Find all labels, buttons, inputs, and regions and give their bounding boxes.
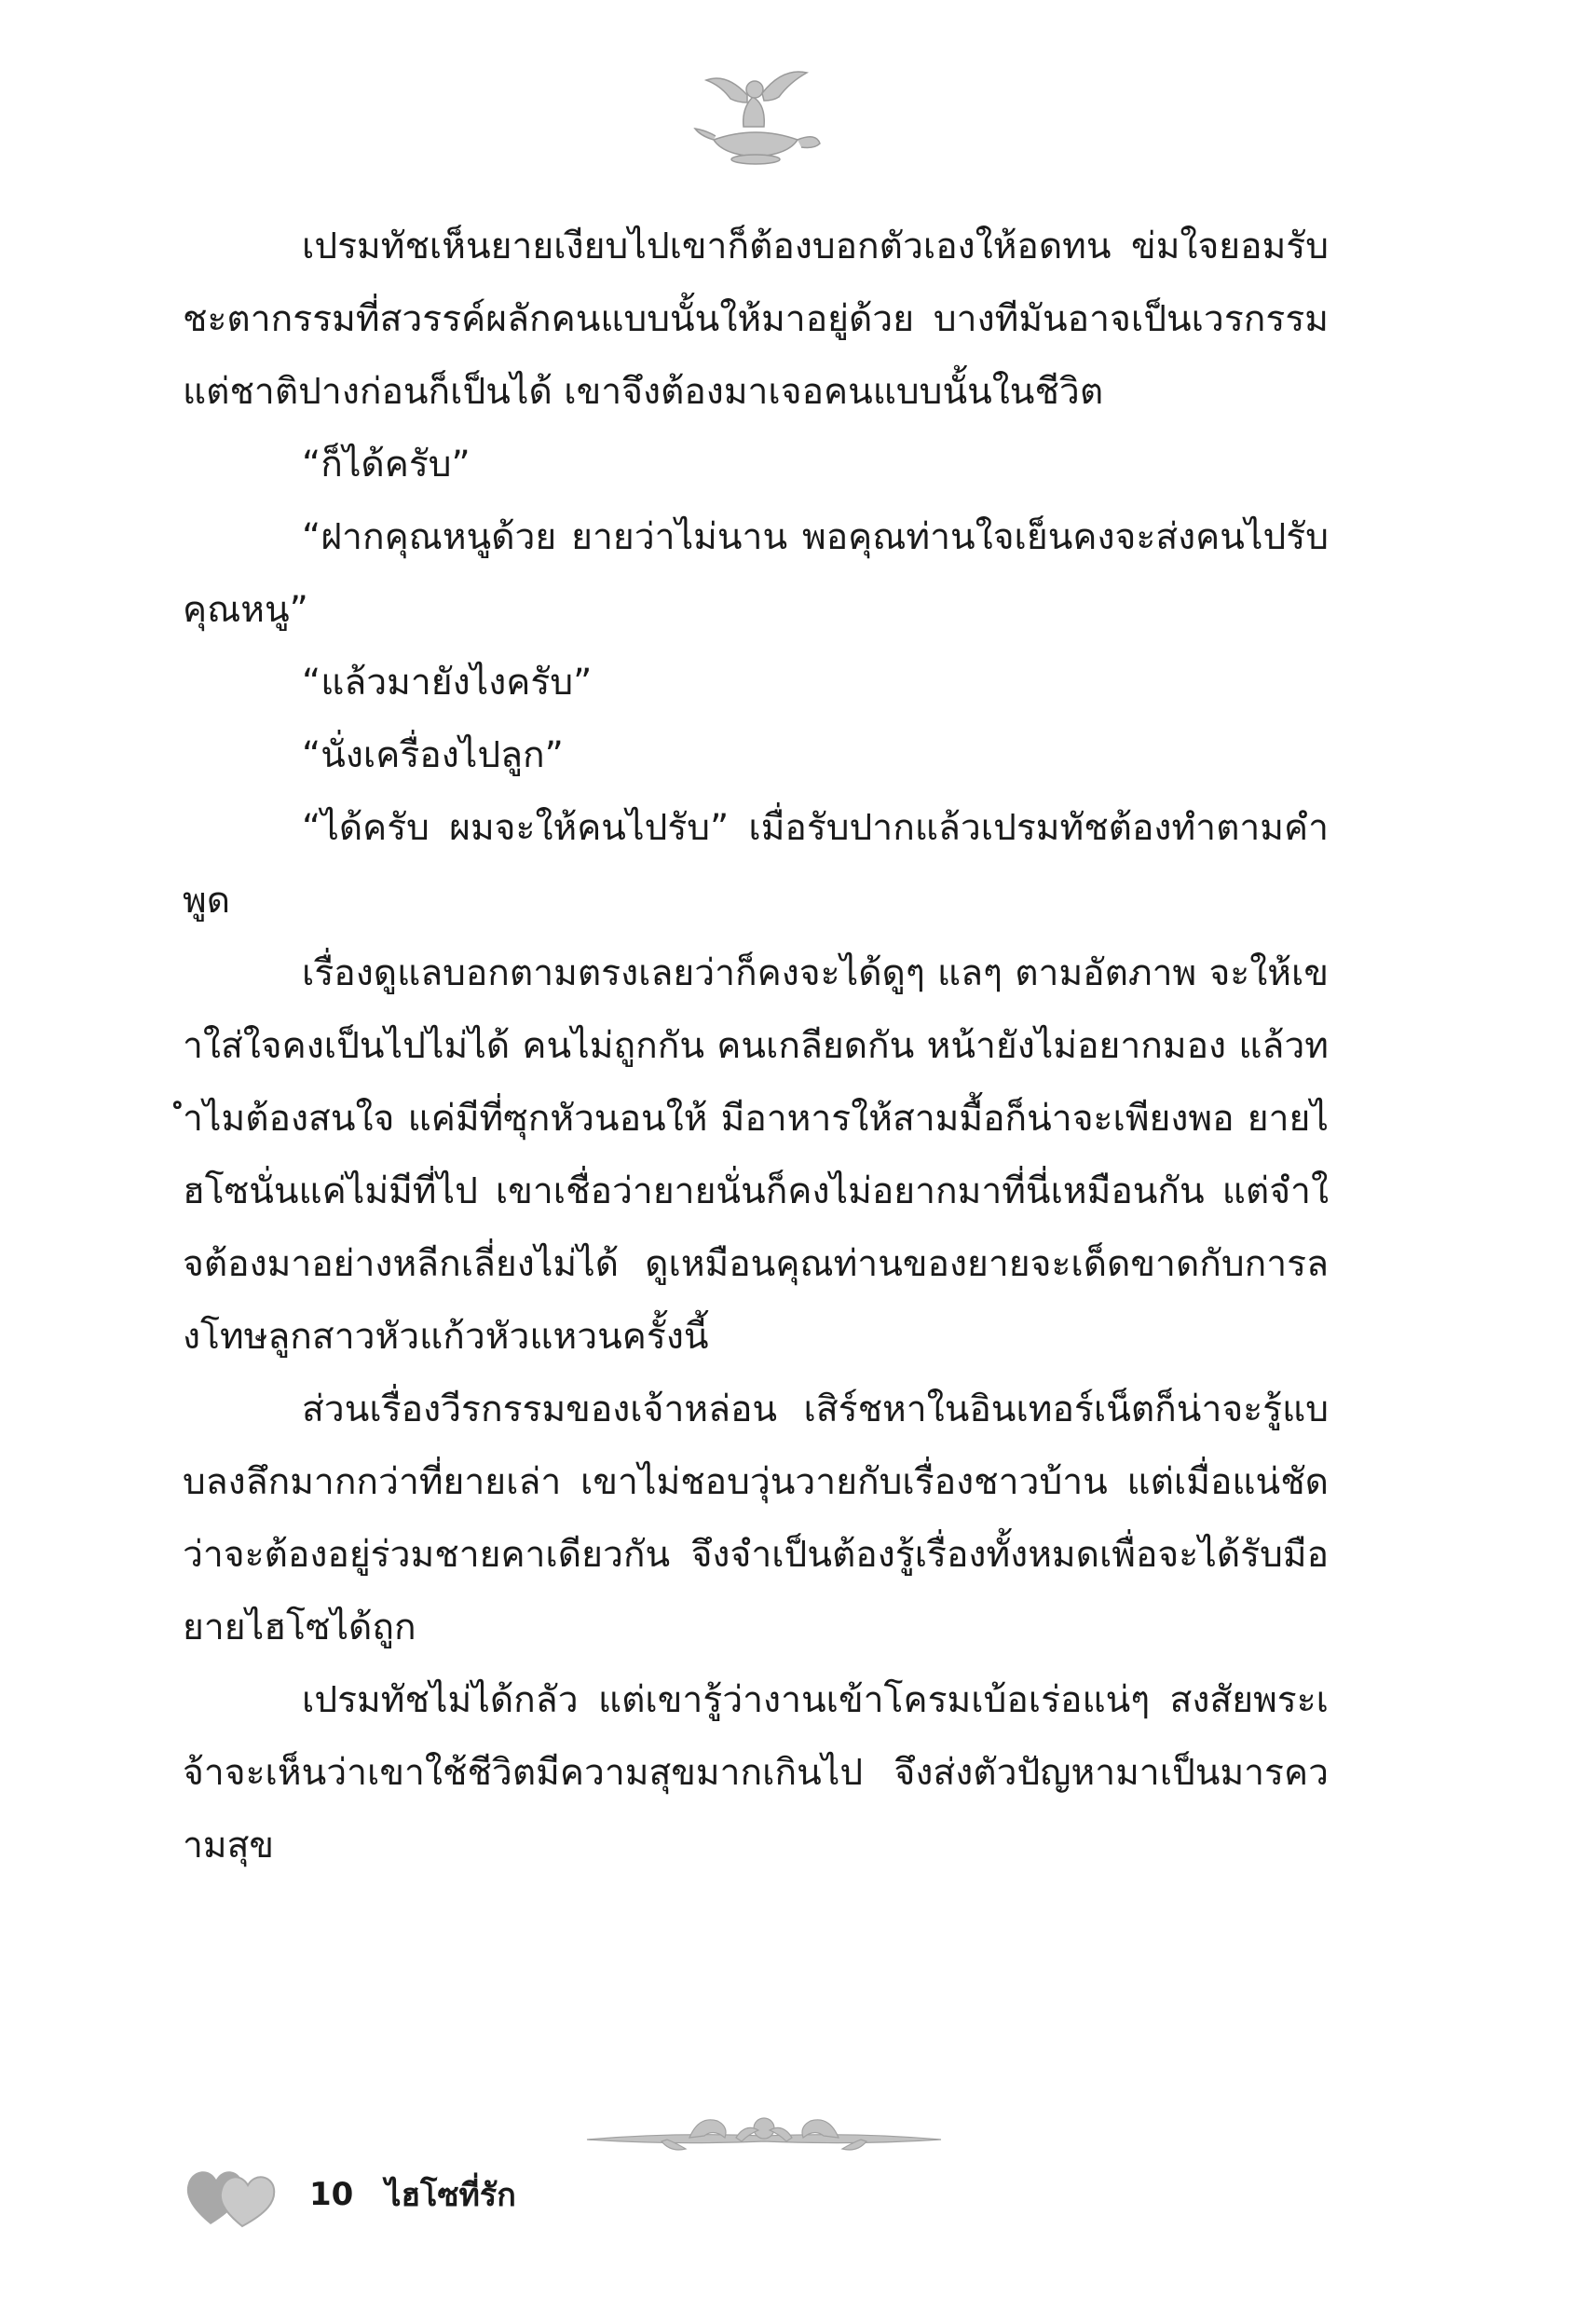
paragraph: ส่วนเรื่องวีรกรรมของเจ้าหล่อน เสิร์ชหาในอินเทอร์เน็ตก็น่าจะรู้แบบลงลึกมากกว่าที่ยายเล่า เขาไม่ชอบวุ่นวายกับเรื่องชาวบ้าน แต่เมื่อแน่ชัดว่าจะต้องอยู่ร่วมชายคาเดียวกัน จึงจำเป็นต้องรู้เรื่องทั้งหมดเพื่อจะได้รับมือยายไฮโซได้ถูก	[183, 1388, 1329, 1648]
paragraph: “แล้วมายังไงครับ”	[302, 662, 593, 704]
paragraph: “ได้ครับ ผมจะให้คนไปรับ” เมื่อรับปากแล้วเปรมทัชต้องทำตามคำพูด	[183, 807, 1329, 922]
cupid-lamp-ornament-icon	[686, 54, 825, 166]
chapter-body-text	[183, 211, 1329, 1882]
book-title: ไฮโซที่รัก	[385, 2177, 516, 2214]
paragraph: เรื่องดูแลบอกตามตรงเลยว่าก็คงจะได้ดูๆ แลๆ ตามอัตภาพ จะให้เขาใส่ใจคงเป็นไปไม่ได้ คนไม่ถูกกัน คนเกลียดกัน หน้ายังไม่อยากมอง แล้วทำไมต้องสนใจ แค่มีที่ซุกหัวนอนให้ มีอาหารให้สามมื้อก็น่าจะเพียงพอ ยายไฮโซนั่นแค่ไม่มีที่ไป เขาเชื่อว่ายายนั่นก็คงไม่อยากมาที่นี่เหมือนกัน แต่จำใจต้องมาอย่างหลีกเลี่ยงไม่ได้ ดูเหมือนคุณท่านของยายจะเด็ดขาดกับการลงโทษลูกสาวหัวแก้วหัวแหวนครั้งนี้	[183, 952, 1329, 1358]
paragraph: “ก็ได้ครับ”	[302, 444, 471, 485]
page-number: 10	[309, 2176, 354, 2213]
page-footer	[183, 2143, 516, 2246]
paragraph: เปรมทัชไม่ได้กลัว แต่เขารู้ว่างานเข้าโครมเบ้อเร่อแน่ๆ สงสัยพระเจ้าจะเห็นว่าเขาใช้ชีวิตมีความสุขมากเกินไป จึงส่งตัวปัญหามาเป็นมารความสุข	[183, 1679, 1329, 1867]
paragraph: “นั่งเครื่องไปลูก”	[302, 734, 564, 776]
paragraph: “ฝากคุณหนูด้วย ยายว่าไม่นาน พอคุณท่านใจเย็นคงจะส่งคนไปรับคุณหนู”	[183, 516, 1329, 631]
double-heart-icon	[183, 2157, 285, 2232]
paragraph: เปรมทัชเห็นยายเงียบไปเขาก็ต้องบอกตัวเองให้อดทน ข่มใจยอมรับชะตากรรมที่สวรรค์ผลักคนแบบนั้นให้มาอยู่ด้วย บางทีมันอาจเป็นเวรกรรมแต่ชาติปางก่อนก็เป็นได้ เขาจึงต้องมาเจอคนแบบนั้นในชีวิต	[183, 226, 1329, 413]
floral-divider-icon	[578, 2108, 950, 2164]
